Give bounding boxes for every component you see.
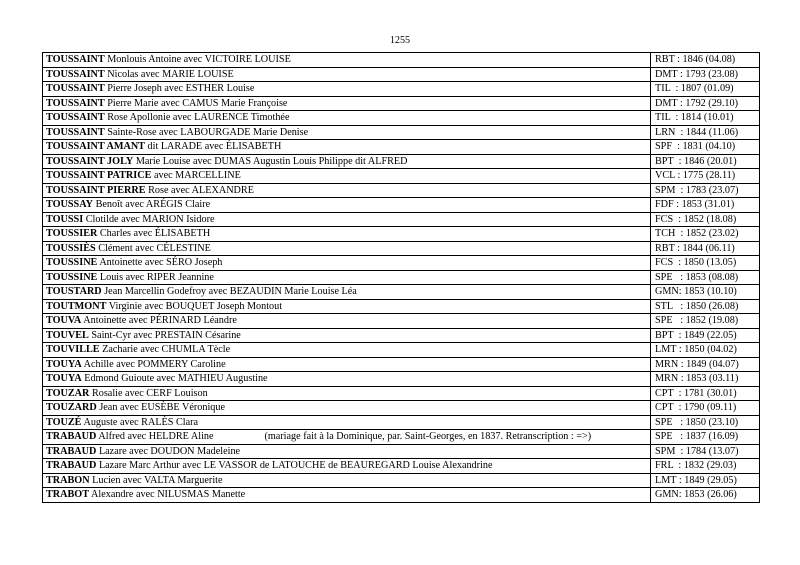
entry-cell: [43, 125, 651, 140]
record-reference: LMT : 1849 (29.05): [651, 473, 760, 488]
record-reference: CPT : 1790 (09.11): [651, 401, 760, 416]
spouse-details: Jean avec EUSÈBE Véronique: [99, 402, 226, 413]
spouse-details: Clotilde avec MARION Isidore: [85, 213, 215, 225]
table-row: [43, 125, 760, 140]
surname: TOUSSAINT: [46, 97, 105, 109]
entry-cell: [43, 96, 651, 111]
spouse-details: Auguste avec RALÈS Clara: [83, 416, 199, 428]
entry-cell: [43, 386, 651, 401]
record-reference: DMT : 1793 (23.08): [651, 67, 760, 82]
table-row: [43, 140, 760, 155]
table-row: [43, 473, 760, 488]
table-row: [43, 183, 760, 198]
surname: TOUVA: [46, 315, 82, 326]
record-reference: MRN : 1849 (04.07): [651, 357, 760, 372]
table-row: [43, 198, 760, 213]
marriage-register-table: [42, 52, 760, 503]
entry-cell: [43, 415, 651, 430]
spouse-details: Achille avec POMMERY Caroline: [83, 358, 226, 370]
surname: TOUSSAINT JOLY: [46, 155, 134, 167]
surname: TOUZARD: [46, 402, 97, 413]
spouse-details: Sainte-Rose avec LABOURGADE Marie Denise: [107, 126, 309, 138]
surname: TOUSSIER: [46, 228, 98, 239]
record-reference: RBT : 1844 (06.11): [651, 241, 760, 256]
record-reference: SPE : 1853 (08.08): [651, 270, 760, 285]
entry-cell: [43, 299, 651, 314]
record-reference: SPE : 1837 (16.09): [651, 430, 760, 445]
entry-cell: [43, 241, 651, 256]
entry-cell: [43, 212, 651, 227]
surname: TOUSSAINT: [46, 112, 105, 123]
table-row: [43, 169, 760, 184]
table-row: [43, 343, 760, 358]
table-row: [43, 314, 760, 329]
record-reference: STL : 1850 (26.08): [651, 299, 760, 314]
table-row: [43, 256, 760, 271]
table-row: [43, 415, 760, 430]
table-row: [43, 386, 760, 401]
record-reference: DMT : 1792 (29.10): [651, 96, 760, 111]
record-reference: LMT : 1850 (04.02): [651, 343, 760, 358]
surname: TOUSSAINT: [46, 68, 105, 80]
table-row: [43, 372, 760, 387]
table-row: [43, 328, 760, 343]
spouse-details: Zacharie avec CHUMLA Tècle: [102, 344, 231, 355]
surname: TOUZAR: [46, 387, 90, 399]
table-row: [43, 111, 760, 126]
surname: TOUSTARD: [46, 286, 102, 297]
record-reference: FRL : 1832 (29.03): [651, 459, 760, 474]
entry-cell: [43, 473, 651, 488]
surname: TOUSSI: [46, 213, 84, 225]
entry-cell: [43, 198, 651, 213]
table-row: [43, 241, 760, 256]
record-reference: FCS : 1852 (18.08): [651, 212, 760, 227]
spouse-details: Marie Louise avec DUMAS Augustin Louis Philippe dit ALFRED: [135, 155, 408, 167]
spouse-details: Antoinette avec SÉRO Joseph: [99, 257, 223, 268]
spouse-details: Rose Apollonie avec LAURENCE Timothée: [107, 112, 290, 123]
entry-cell: [43, 183, 651, 198]
entry-cell: [43, 430, 651, 445]
table-row: [43, 299, 760, 314]
spouse-details: Antoinette avec PÉRINARD Léandre: [83, 315, 237, 326]
table-row: [43, 67, 760, 82]
spouse-details: Rosalie avec CERF Louison: [91, 387, 208, 399]
surname: TOUSSINE: [46, 271, 98, 283]
record-reference: RBT : 1846 (04.08): [651, 53, 760, 68]
surname: TOUSSAINT: [46, 54, 105, 65]
record-reference: FCS : 1850 (13.05): [651, 256, 760, 271]
record-reference: FDF : 1853 (31.01): [651, 198, 760, 213]
table-row: [43, 96, 760, 111]
table-row: [43, 270, 760, 285]
spouse-details: Edmond Guioute avec MATHIEU Augustine: [84, 373, 268, 384]
record-reference: SPE : 1850 (23.10): [651, 415, 760, 430]
surname: TOUSSAINT PIERRE: [46, 184, 146, 196]
spouse-details: Jean Marcellin Godefroy avec BEZAUDIN Marie Louise Léa: [104, 286, 357, 297]
table-row: [43, 430, 760, 445]
surname: TOUSSINE: [46, 257, 98, 268]
record-reference: TIL : 1807 (01.09): [651, 82, 760, 97]
spouse-details: Pierre Joseph avec ESTHER Louise: [107, 83, 255, 94]
spouse-details: dit LARADE avec ÉLISABETH: [147, 141, 282, 152]
surname: TOUVILLE: [46, 344, 100, 355]
record-reference: BPT : 1846 (20.01): [651, 154, 760, 169]
record-reference: LRN : 1844 (11.06): [651, 125, 760, 140]
entry-cell: [43, 444, 651, 459]
record-reference: GMN: 1853 (26.06): [651, 488, 760, 503]
record-reference: SPM : 1784 (13.07): [651, 444, 760, 459]
record-reference: SPE : 1852 (19.08): [651, 314, 760, 329]
record-reference: SPF : 1831 (04.10): [651, 140, 760, 155]
spouse-details: Rose avec ALEXANDRE: [148, 184, 254, 196]
spouse-details: Lazare Marc Arthur avec LE VASSOR de LATOUCHE de BEAUREGARD Louise Alexandrine: [98, 460, 493, 471]
entry-cell: [43, 169, 651, 184]
record-reference: BPT : 1849 (22.05): [651, 328, 760, 343]
record-reference: TCH : 1852 (23.02): [651, 227, 760, 242]
entry-cell: [43, 154, 651, 169]
table-row: [43, 285, 760, 300]
surname: TOUSSAY: [46, 199, 94, 210]
surname: TRABON: [46, 474, 90, 486]
record-reference: SPM : 1783 (23.07): [651, 183, 760, 198]
entry-cell: [43, 488, 651, 503]
entry-cell: [43, 227, 651, 242]
record-reference: VCL : 1775 (28.11): [651, 169, 760, 184]
entry-cell: [43, 256, 651, 271]
surname: TOUTMONT: [46, 300, 107, 312]
entry-cell: [43, 372, 651, 387]
entry-cell: [43, 111, 651, 126]
surname: TOUZÉ: [46, 416, 82, 428]
record-reference: TIL : 1814 (10.01): [651, 111, 760, 126]
entry-cell: [43, 401, 651, 416]
record-reference: GMN: 1853 (10.10): [651, 285, 760, 300]
page-number: 1255: [390, 35, 410, 46]
entry-cell: [43, 328, 651, 343]
spouse-details: Lucien avec VALTA Marguerite: [92, 474, 223, 486]
spouse-details: avec MARCELLINE: [153, 170, 241, 181]
spouse-details: Monlouis Antoine avec VICTOIRE LOUISE: [107, 54, 291, 65]
table-row: [43, 488, 760, 503]
entry-cell: [43, 53, 651, 68]
entry-cell: [43, 270, 651, 285]
table-row: [43, 357, 760, 372]
spouse-details: Lazare avec DOUDON Madeleine: [98, 445, 241, 457]
surname: TOUSSIÈS: [46, 242, 96, 254]
spouse-details: Saint-Cyr avec PRESTAIN Césarine: [91, 329, 241, 341]
table-row: [43, 459, 760, 474]
surname: TOUSSAINT: [46, 126, 105, 138]
surname: TRABOT: [46, 489, 90, 500]
table-row: [43, 444, 760, 459]
entry-cell: [43, 357, 651, 372]
spouse-details: Nicolas avec MARIE LOUISE: [107, 68, 234, 80]
table-row: [43, 53, 760, 68]
surname: TOUSSAINT PATRICE: [46, 170, 152, 181]
spouse-details: Charles avec ÉLISABETH: [99, 228, 211, 239]
spouse-details: Benoît avec ARÉGIS Claire: [95, 199, 211, 210]
entry-cell: [43, 314, 651, 329]
table-row: [43, 82, 760, 97]
spouse-details: Alexandre avec NILUSMAS Manette: [91, 489, 246, 500]
spouse-details: Virginie avec BOUQUET Joseph Montout: [108, 300, 283, 312]
table-row: [43, 227, 760, 242]
record-reference: MRN : 1853 (03.11): [651, 372, 760, 387]
surname: TRABAUD: [46, 431, 97, 442]
table-row: [43, 154, 760, 169]
entry-cell: [43, 459, 651, 474]
surname: TRABAUD: [46, 460, 97, 471]
spouse-details: Alfred avec HELDRE Aline (mariage fait à la Dominique, par. Saint-Georges, en 1837. Retranscription : =>): [98, 431, 592, 442]
table-row: [43, 212, 760, 227]
table-row: [43, 401, 760, 416]
surname: TOUSSAINT AMANT: [46, 141, 145, 152]
entry-cell: [43, 82, 651, 97]
entry-cell: [43, 67, 651, 82]
record-reference: CPT : 1781 (30.01): [651, 386, 760, 401]
entry-cell: [43, 343, 651, 358]
spouse-details: Clément avec CÉLESTINE: [98, 242, 211, 254]
spouse-details: Louis avec RIPER Jeannine: [99, 271, 214, 283]
surname: TOUYA: [46, 358, 82, 370]
spouse-details: Pierre Marie avec CAMUS Marie Françoise: [107, 97, 288, 109]
surname: TRABAUD: [46, 445, 97, 457]
surname: TOUYA: [46, 373, 82, 384]
surname: TOUVEL: [46, 329, 89, 341]
entry-cell: [43, 140, 651, 155]
surname: TOUSSAINT: [46, 83, 105, 94]
register-body: [43, 53, 760, 503]
entry-cell: [43, 285, 651, 300]
